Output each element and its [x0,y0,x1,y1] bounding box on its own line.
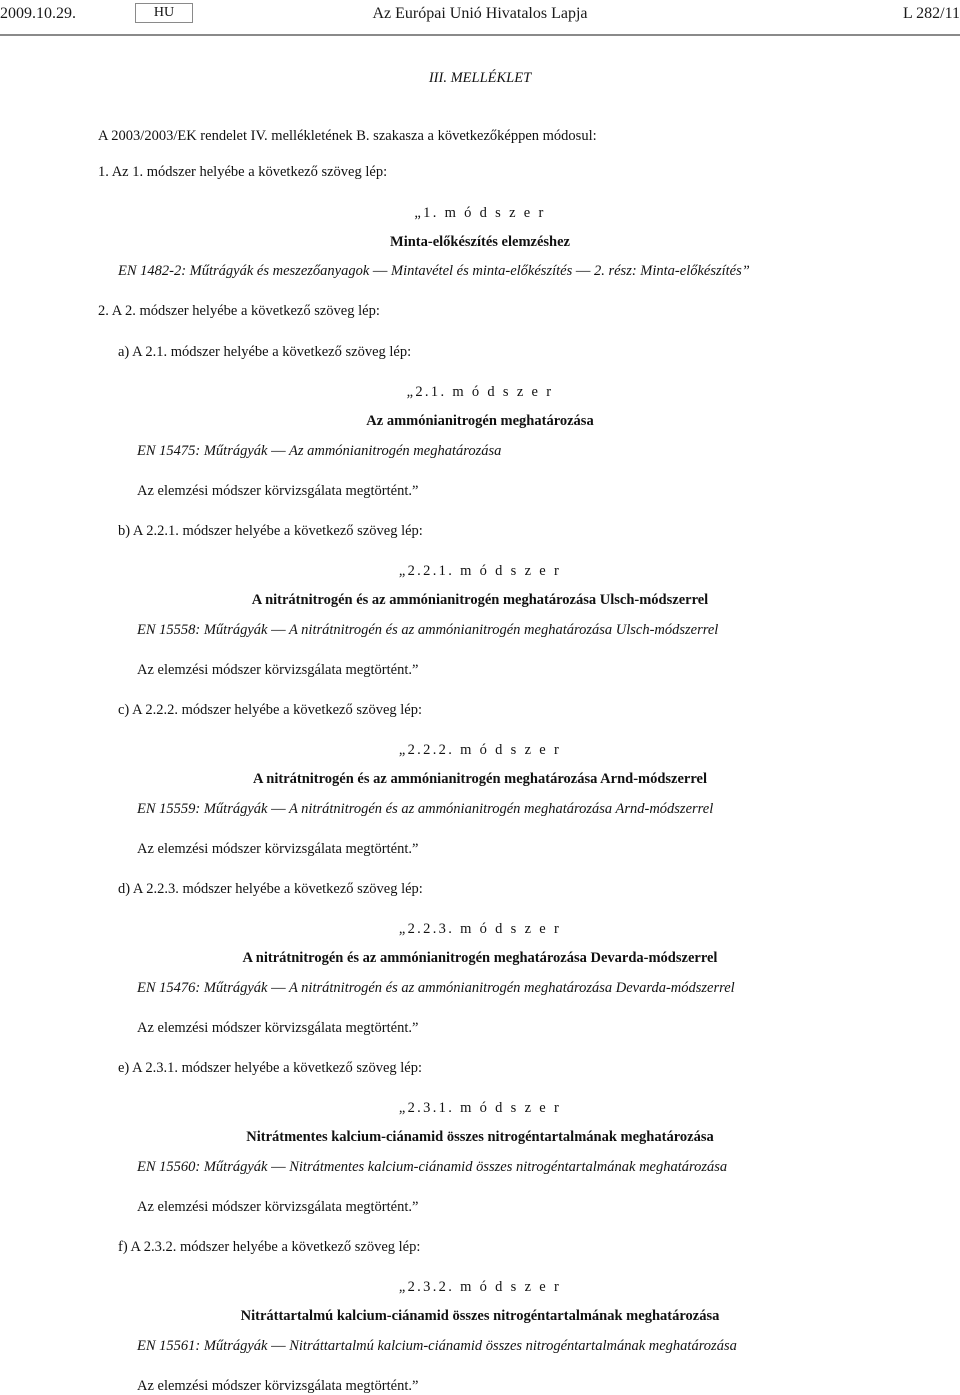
header-divider [0,34,960,36]
header-date: 2009.10.29. [0,5,76,22]
subitem-c: c) A 2.2.2. módszer helyébe a következő szöveg lép: [118,702,422,718]
annex-title: III. MELLÉKLET [428,70,532,86]
validation-note: Az elemzési módszer körvizsgálata megtörtént.” [137,662,419,678]
item-2: 2. A 2. módszer helyébe a következő szöveg lép: [98,303,380,319]
journal-title: Az Európai Unió Hivatalos Lapja [372,5,588,22]
intro-paragraph: A 2003/2003/EK rendelet IV. mellékletének B. szakasza a következőképpen módosul: [98,128,597,144]
subitem-b: b) A 2.2.1. módszer helyébe a következő szöveg lép: [118,523,423,539]
page-number: L 282/11 [902,5,960,22]
standard-reference: EN 1482-2: Műtrágyák és meszezőanyagok ― Mintavétel és minta-előkészítés ― 2. rész: Minta-előkészítés” [118,263,750,279]
method-heading: „2.3.2. m ó d s z e r [398,1279,562,1295]
validation-note: Az elemzési módszer körvizsgálata megtörtént.” [137,483,419,499]
method-heading: „2.2.3. m ó d s z e r [398,921,562,937]
method-heading: „2.3.1. m ó d s z e r [398,1100,562,1116]
method-title: Nitráttartalmú kalcium-ciánamid összes nitrogéntartalmának meghatározása [240,1308,720,1324]
subitem-f: f) A 2.3.2. módszer helyébe a következő szöveg lép: [118,1239,421,1255]
standard-reference: EN 15559: Műtrágyák ― A nitrátnitrogén és az ammónianitrogén meghatározása Arnd-módszerrel [137,801,714,817]
method-title: Az ammónianitrogén meghatározása [366,413,594,429]
subitem-d: d) A 2.2.3. módszer helyébe a következő szöveg lép: [118,881,423,897]
method-title: A nitrátnitrogén és az ammónianitrogén meghatározása Ulsch-módszerrel [251,592,709,608]
standard-reference: EN 15561: Műtrágyák ― Nitráttartalmú kalcium-ciánamid összes nitrogéntartalmának meghatározása [137,1338,737,1354]
method-heading: „2.2.1. m ó d s z e r [398,563,562,579]
validation-note: Az elemzési módszer körvizsgálata megtörtént.” [137,1020,419,1036]
standard-reference: EN 15560: Műtrágyák ― Nitrátmentes kalcium-ciánamid összes nitrogéntartalmának meghatározása [137,1159,728,1175]
language-badge: HU [135,3,193,23]
standard-reference: EN 15476: Műtrágyák ― A nitrátnitrogén és az ammónianitrogén meghatározása Devarda-módszerrel [137,980,735,996]
method-heading: „2.1. m ó d s z e r [406,384,554,400]
subitem-a: a) A 2.1. módszer helyébe a következő szöveg lép: [118,344,412,360]
subitem-e: e) A 2.3.1. módszer helyébe a következő szöveg lép: [118,1060,422,1076]
validation-note: Az elemzési módszer körvizsgálata megtörtént.” [137,841,419,857]
method-title: Minta-előkészítés elemzéshez [390,234,570,250]
method-heading: „2.2.2. m ó d s z e r [398,742,562,758]
validation-note: Az elemzési módszer körvizsgálata megtörtént.” [137,1199,419,1215]
item-1: 1. Az 1. módszer helyébe a következő szöveg lép: [98,164,388,180]
standard-reference: EN 15475: Műtrágyák ― Az ammónianitrogén meghatározása [137,443,502,459]
method-heading: „1. m ó d s z e r [414,205,546,221]
validation-note: Az elemzési módszer körvizsgálata megtörtént.” [137,1378,419,1394]
method-title: A nitrátnitrogén és az ammónianitrogén meghatározása Arnd-módszerrel [252,771,708,787]
standard-reference: EN 15558: Műtrágyák ― A nitrátnitrogén és az ammónianitrogén meghatározása Ulsch-módszerrel [137,622,719,638]
method-title: Nitrátmentes kalcium-ciánamid összes nitrogéntartalmának meghatározása [246,1129,714,1145]
method-title: A nitrátnitrogén és az ammónianitrogén meghatározása Devarda-módszerrel [242,950,718,966]
